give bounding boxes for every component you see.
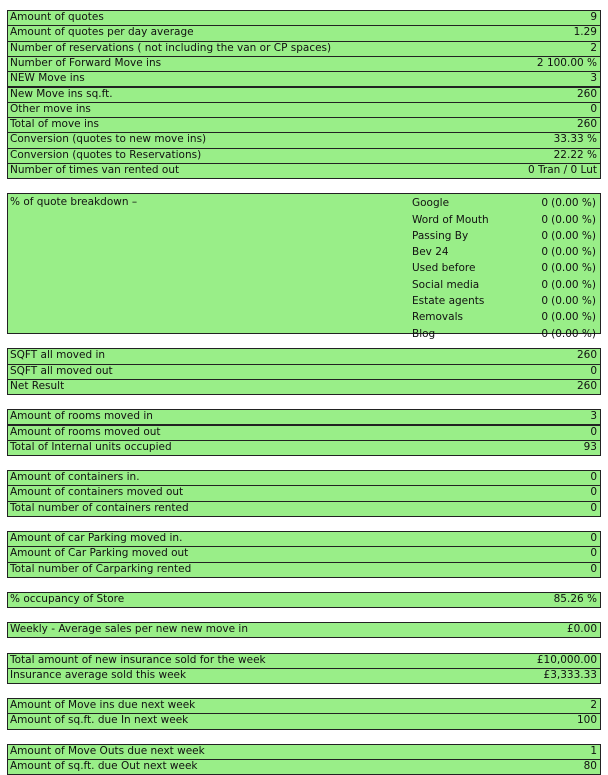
report-row: [7, 592, 601, 608]
row-label: Number of Forward Move ins: [10, 56, 162, 69]
report-row: [7, 562, 601, 578]
report-row: [7, 546, 601, 562]
report-row: [7, 41, 601, 57]
source-percent: (0.00 %): [551, 295, 596, 308]
report-row: [7, 148, 601, 164]
report-row: [7, 132, 601, 148]
source-name: Passing By: [412, 229, 469, 242]
report-row: [7, 622, 601, 638]
row-value: 85.26 %: [553, 592, 597, 605]
row-value: 33.33 %: [553, 133, 597, 146]
report-row: [7, 348, 601, 364]
breakdown-item: [412, 279, 598, 295]
row-label: Amount of car Parking moved in.: [10, 532, 183, 544]
row-label: Conversion (quotes to Reservations): [10, 148, 202, 161]
row-value: 22.22 %: [553, 148, 597, 161]
row-value: 2 100.00 %: [536, 56, 597, 69]
report-row: [7, 698, 601, 714]
row-label: Amount of quotes per day average: [10, 26, 194, 39]
row-label: Amount of containers in.: [10, 471, 140, 484]
row-value: £10,000.00: [536, 653, 597, 666]
report-row: [7, 25, 601, 41]
row-value: 80: [583, 760, 597, 772]
row-value: 0: [590, 471, 597, 484]
report-row: [7, 425, 601, 441]
source-name: Word of Mouth: [412, 213, 489, 226]
report-row: [7, 10, 601, 26]
row-label: New Move ins sq.ft.: [10, 87, 113, 100]
breakdown-title: % of quote breakdown –: [10, 196, 138, 209]
row-value: 1.29: [573, 26, 597, 39]
row-value: 0: [590, 364, 597, 377]
row-value: 100: [576, 714, 597, 727]
report-row: [7, 501, 601, 517]
row-label: Conversion (quotes to new move ins): [10, 133, 207, 146]
row-value: £3,333.33: [543, 668, 597, 681]
report-row: [7, 759, 601, 775]
source-name: Estate agents: [412, 295, 485, 308]
source-percent: (0.00 %): [551, 246, 596, 259]
source-percent: (0.00 %): [551, 229, 596, 242]
row-label: Total of Internal units occupied: [10, 440, 172, 453]
row-value: 260: [576, 379, 597, 392]
row-label: Amount of quotes: [10, 11, 104, 23]
row-label: Insurance average sold this week: [10, 668, 187, 681]
row-label: Other move ins: [10, 102, 91, 115]
source-name: Removals: [412, 311, 463, 324]
row-value: 260: [576, 87, 597, 100]
row-value: 2: [590, 41, 597, 54]
row-value: 0 Tran / 0 Lut: [528, 164, 597, 176]
source-count: 0: [541, 229, 548, 242]
source-name: Used before: [412, 262, 476, 275]
report-row: [7, 470, 601, 486]
report-row: [7, 744, 601, 760]
row-value: 9: [590, 11, 597, 23]
breakdown-item: [412, 214, 598, 230]
report-row: [7, 485, 601, 501]
report-row: [7, 71, 601, 87]
source-percent: (0.00 %): [551, 327, 596, 340]
source-count: 0: [541, 246, 548, 259]
row-value: 2: [590, 699, 597, 712]
row-label: Net Result: [10, 379, 65, 392]
row-value: 0: [590, 562, 597, 575]
row-label: Amount of Move Outs due next week: [10, 744, 205, 757]
report-row: [7, 163, 601, 179]
source-name: Blog: [412, 327, 436, 340]
breakdown-item: [412, 295, 598, 311]
report-row: [7, 56, 601, 72]
source-count: 0: [541, 295, 548, 308]
row-label: Amount of Move ins due next week: [10, 699, 196, 712]
source-percent: (0.00 %): [551, 311, 596, 324]
row-value: 0: [590, 425, 597, 438]
row-value: 1: [590, 744, 597, 757]
row-label: Total amount of new insurance sold for the week: [10, 653, 266, 666]
row-value: 0: [590, 486, 597, 499]
source-count: 0: [541, 213, 548, 226]
report-row: [7, 713, 601, 729]
row-label: SQFT all moved in: [10, 349, 106, 362]
source-percent: (0.00 %): [551, 197, 596, 210]
report-row: [7, 102, 601, 118]
breakdown-item: [412, 262, 598, 278]
row-value: 3: [590, 72, 597, 85]
report-row: [7, 409, 601, 425]
row-label: Amount of Car Parking moved out: [10, 547, 189, 560]
row-label: Weekly - Average sales per new new move in: [10, 623, 249, 636]
source-percent: (0.00 %): [551, 262, 596, 275]
row-value: 260: [576, 349, 597, 362]
row-value: 0: [590, 532, 597, 544]
source-count: 0: [541, 278, 548, 291]
quote-breakdown: [7, 193, 601, 340]
row-value: 3: [590, 410, 597, 423]
report-row: [7, 117, 601, 133]
row-label: Total number of Carparking rented: [10, 562, 192, 575]
row-label: Number of times van rented out: [10, 164, 180, 176]
breakdown-item: [412, 197, 598, 213]
row-label: Amount of containers moved out: [10, 486, 184, 499]
row-label: Amount of rooms moved out: [10, 425, 161, 438]
report-row: [7, 653, 601, 669]
row-label: Amount of sq.ft. due In next week: [10, 714, 189, 727]
breakdown-item: [412, 230, 598, 246]
source-name: Social media: [412, 278, 480, 291]
source-name: Google: [412, 197, 450, 210]
row-label: Number of reservations ( not including the van or CP spaces): [10, 41, 332, 54]
report-row: [7, 379, 601, 395]
row-value: 0: [590, 102, 597, 115]
source-count: 0: [541, 327, 548, 340]
row-value: 0: [590, 547, 597, 560]
source-count: 0: [541, 262, 548, 275]
report-row: [7, 364, 601, 380]
source-percent: (0.00 %): [551, 213, 596, 226]
source-count: 0: [541, 197, 548, 210]
breakdown-item: [412, 246, 598, 262]
row-value: 260: [576, 118, 597, 131]
row-label: Amount of sq.ft. due Out next week: [10, 760, 198, 772]
row-value: £0.00: [566, 623, 597, 636]
row-label: Total number of containers rented: [10, 501, 189, 514]
row-label: Total of move ins: [10, 118, 100, 131]
report-row: [7, 440, 601, 456]
source-name: Bev 24: [412, 246, 449, 259]
source-percent: (0.00 %): [551, 278, 596, 291]
report-row: [7, 87, 601, 103]
row-value: 93: [583, 440, 597, 453]
breakdown-item: [412, 328, 598, 344]
source-count: 0: [541, 311, 548, 324]
row-label: NEW Move ins: [10, 72, 85, 85]
report-row: [7, 531, 601, 547]
row-value: 0: [590, 501, 597, 514]
report-row: [7, 668, 601, 684]
breakdown-item: [412, 311, 598, 327]
row-label: Amount of rooms moved in: [10, 410, 153, 423]
row-label: % occupancy of Store: [10, 592, 125, 605]
row-label: SQFT all moved out: [10, 364, 113, 377]
